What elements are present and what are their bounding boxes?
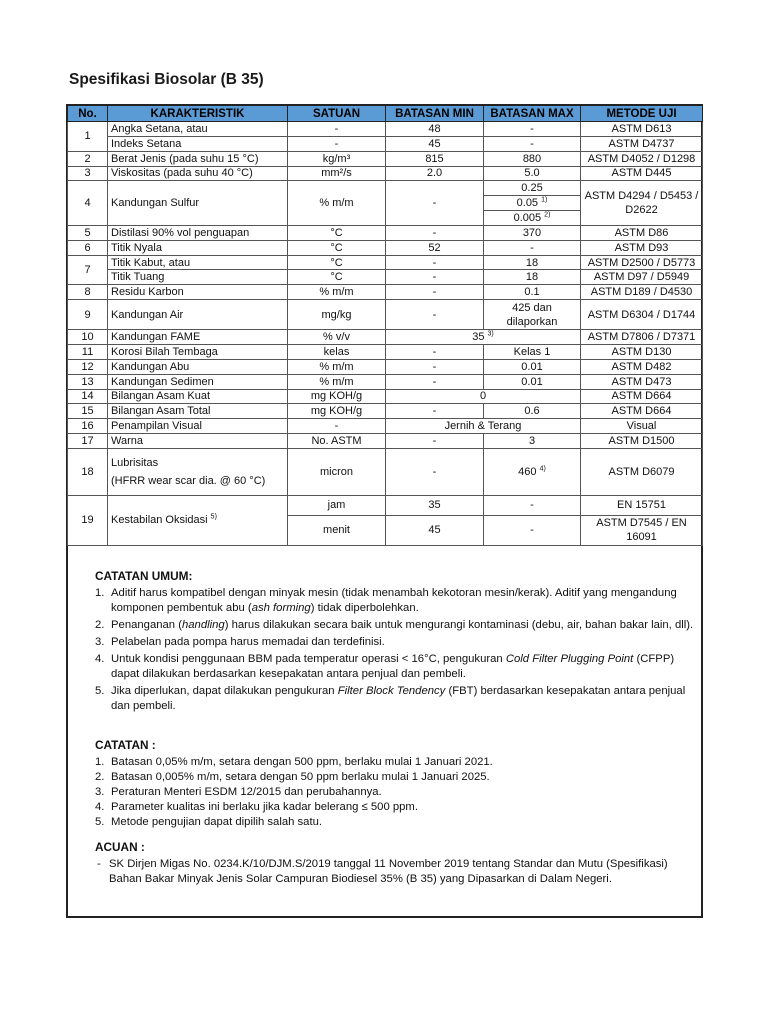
emphasis: Filter Block Tendency [337,685,446,697]
notes [95,738,695,830]
test-method: ASTM D473 [581,374,703,389]
characteristic: Titik Tuang [108,270,288,285]
max-value: - [484,495,581,515]
emphasis: Cold Filter Plugging Point [505,653,634,665]
unit: % m/m [288,285,386,300]
references [95,840,695,887]
max-value: - [484,136,581,151]
text-segment: ) tidak diperbolehkan. [310,602,419,614]
table-header-row [68,106,703,122]
max-value: 880 [484,151,581,166]
notes-heading: CATATAN : [95,738,156,752]
row-number: 2 [68,151,108,166]
characteristic-line: Lubrisitas [111,456,159,469]
min-value: - [386,448,484,495]
list-item [95,618,695,633]
list-item [95,770,695,785]
row-number: 11 [68,344,108,359]
unit: - [288,419,386,434]
row-number: 8 [68,285,108,300]
max-value: 0.01 [484,359,581,374]
min-value: 35 [386,495,484,515]
min-value: 48 [386,122,484,137]
max-value [484,448,581,495]
test-method: ASTM D1500 [581,434,703,449]
min-value: - [386,300,484,330]
test-method: EN 15751 [581,495,703,515]
item-number: 3. [95,786,105,798]
table-row [68,359,703,374]
table-row [68,404,703,419]
header-batasan-min: BATASAN MIN [386,106,484,122]
list-item [95,815,695,830]
row-number: 5 [68,225,108,240]
test-method: ASTM D7806 / D7371 [581,330,703,345]
general-notes-heading: CATATAN UMUM: [95,569,193,583]
test-method: ASTM D2500 / D5773 [581,255,703,270]
unit: menit [288,515,386,545]
unit: % m/m [288,181,386,226]
test-method: ASTM D7545 / EN 16091 [581,515,703,545]
max-value [484,211,581,226]
characteristic-text: Kestabilan Oksidasi [111,514,208,527]
row-number: 17 [68,434,108,449]
header-satuan: SATUAN [288,106,386,122]
max-value: 370 [484,225,581,240]
table-row [68,389,703,404]
unit: - [288,122,386,137]
max-value: 0.25 [484,181,581,196]
characteristic: Penampilan Visual [108,419,288,434]
text-segment: (FBT) berdasarkan kesepakatan antara penjual dan pembeli. [111,685,686,712]
item-text: Batasan 0,005% m/m, setara dengan 50 ppm berlaku mulai 1 Januari 2025. [111,771,490,783]
min-value: - [386,344,484,359]
table-row [68,166,703,181]
min-value: 45 [386,136,484,151]
spec-table [67,105,703,546]
item-text [111,652,695,682]
footnote-ref: 1) [541,196,548,204]
table-row [68,225,703,240]
item-number: 1. [95,587,105,599]
list-item [95,785,695,800]
value-text: 35 [472,331,485,344]
list-item [95,684,695,714]
text-segment: ) harus dilakukan secara baik untuk mengurangi kontaminasi (debu, air, bahan bakar lain, dll). [224,619,694,631]
row-number: 13 [68,374,108,389]
list-item [95,635,695,650]
table-row [68,434,703,449]
min-value: - [386,434,484,449]
characteristic: Kandungan Sulfur [108,181,288,226]
test-method: ASTM D4294 / D5453 / D2622 [581,181,703,226]
test-method: ASTM D86 [581,225,703,240]
row-number: 18 [68,448,108,495]
min-value: - [386,181,484,226]
characteristic: Indeks Setana [108,136,288,151]
max-value: 5.0 [484,166,581,181]
row-number: 15 [68,404,108,419]
table-row [68,270,703,285]
text-segment: Aditif harus kompatibel dengan minyak mesin (tidak menambah kekotoran mesin/kerak). Aditif yang mengandung komponen pembentuk abu ( [111,587,677,614]
text-segment: (CFPP) dapat dilakukan berdasarkan kesepakatan antara penjual dan pembeli. [111,653,675,680]
table-row [68,151,703,166]
table-row [68,300,703,330]
characteristic: Bilangan Asam Total [108,404,288,419]
row-number: 19 [68,495,108,545]
max-value: 18 [484,270,581,285]
min-value: 2.0 [386,166,484,181]
table-row [68,374,703,389]
unit: °C [288,225,386,240]
max-value-text: 0.05 [516,197,539,210]
row-number: 6 [68,240,108,255]
max-value: 0.6 [484,404,581,419]
test-method: ASTM D664 [581,389,703,404]
item-text: Parameter kualitas ini berlaku jika kadar belerang ≤ 500 ppm. [111,801,418,813]
table-row [68,255,703,270]
text-segment: Penanganan ( [111,619,182,631]
unit: °C [288,255,386,270]
max-value: Kelas 1 [484,344,581,359]
unit: mg KOH/g [288,389,386,404]
text-segment: Untuk kondisi penggunaan BBM pada temperatur operasi < 16°C, pengukuran [111,653,506,665]
max-value: 0.01 [484,374,581,389]
general-notes [95,569,695,716]
table-row [68,122,703,137]
row-number: 14 [68,389,108,404]
value [386,330,581,345]
footnote-ref: 4) [539,465,546,473]
characteristic-line: (HFRR wear scar dia. @ 60 °C) [111,474,266,487]
test-method: ASTM D130 [581,344,703,359]
item-text: Peraturan Menteri ESDM 12/2015 dan perubahannya. [111,786,382,798]
footnote-ref: 2) [544,211,551,219]
min-value: - [386,285,484,300]
characteristic: Bilangan Asam Kuat [108,389,288,404]
references-heading: ACUAN : [95,840,145,854]
item-number: 2. [95,619,105,631]
row-number: 9 [68,300,108,330]
table-row [68,285,703,300]
table-row [68,181,703,196]
characteristic: Kandungan Sedimen [108,374,288,389]
item-number: 4. [95,801,105,813]
row-number: 1 [68,122,108,152]
footnote-ref: 5) [210,513,217,521]
characteristic: Kandungan Air [108,300,288,330]
test-method: ASTM D93 [581,240,703,255]
unit: jam [288,495,386,515]
min-value: - [386,404,484,419]
page-title: Spesifikasi Biosolar (B 35) [69,71,264,88]
item-number: 5. [95,816,105,828]
table-row [68,240,703,255]
table-row [68,330,703,345]
test-method: ASTM D613 [581,122,703,137]
min-value: - [386,374,484,389]
characteristic: Titik Nyala [108,240,288,255]
table-row [68,419,703,434]
max-value: 3 [484,434,581,449]
characteristic: Angka Setana, atau [108,122,288,137]
emphasis: handling [181,619,225,631]
row-number: 10 [68,330,108,345]
characteristic: Warna [108,434,288,449]
unit: mg/kg [288,300,386,330]
value: 0 [386,389,581,404]
characteristic: Residu Karbon [108,285,288,300]
max-value: - [484,240,581,255]
table-row [68,344,703,359]
value: Jernih & Terang [386,419,581,434]
test-method: Visual [581,419,703,434]
item-number: 5. [95,685,105,697]
item-bullet: - [97,858,101,870]
unit: - [288,136,386,151]
list-item [95,586,695,616]
test-method: ASTM D189 / D4530 [581,285,703,300]
row-number: 7 [68,255,108,285]
min-value: 815 [386,151,484,166]
item-text [111,618,695,633]
test-method: ASTM D6079 [581,448,703,495]
test-method: ASTM D4052 / D1298 [581,151,703,166]
unit: % m/m [288,359,386,374]
row-number: 12 [68,359,108,374]
text-segment: Pelabelan pada pompa harus memadai dan terdefinisi. [111,636,385,648]
item-text: Batasan 0,05% m/m, setara dengan 500 ppm, berlaku mulai 1 Januari 2021. [111,756,493,768]
header-metode-uji: METODE UJI [581,106,703,122]
test-method: ASTM D482 [581,359,703,374]
characteristic: Titik Kabut, atau [108,255,288,270]
max-value: 0.1 [484,285,581,300]
characteristic: Korosi Bilah Tembaga [108,344,288,359]
min-value: - [386,359,484,374]
text-segment: Jika diperlukan, dapat dilakukan pengukuran [111,685,338,697]
unit: % v/v [288,330,386,345]
row-number: 3 [68,166,108,181]
test-method: ASTM D6304 / D1744 [581,300,703,330]
characteristic: Viskositas (pada suhu 40 °C) [108,166,288,181]
unit: mm²/s [288,166,386,181]
min-value: 45 [386,515,484,545]
characteristic: Kandungan FAME [108,330,288,345]
item-text [111,586,695,616]
unit: °C [288,240,386,255]
unit: % m/m [288,374,386,389]
list-item [95,800,695,815]
unit: mg KOH/g [288,404,386,419]
item-number: 2. [95,771,105,783]
item-text: Metode pengujian dapat dipilih salah satu. [111,816,323,828]
unit: kg/m³ [288,151,386,166]
header-karakteristik: KARAKTERISTIK [108,106,288,122]
table-row [68,136,703,151]
max-value: - [484,515,581,545]
table-row [68,495,703,515]
item-number: 4. [95,653,105,665]
max-value [484,196,581,211]
max-value: 425 dan dilaporkan [484,300,581,330]
min-value: - [386,270,484,285]
min-value: - [386,255,484,270]
characteristic: Berat Jenis (pada suhu 15 °C) [108,151,288,166]
item-text [111,684,695,714]
unit: °C [288,270,386,285]
table-row [68,448,703,495]
list-item [95,857,695,887]
footnote-ref: 3) [487,330,494,338]
min-value: - [386,225,484,240]
row-number: 16 [68,419,108,434]
test-method: ASTM D97 / D5949 [581,270,703,285]
min-value: 52 [386,240,484,255]
item-text [111,635,695,650]
item-number: 3. [95,636,105,648]
unit: kelas [288,344,386,359]
test-method: ASTM D4737 [581,136,703,151]
max-value: 18 [484,255,581,270]
item-number: 1. [95,756,105,768]
max-value-text: 0.005 [513,211,542,224]
max-value-text: 460 [518,465,537,478]
emphasis: ash forming [251,602,311,614]
item-text: SK Dirjen Migas No. 0234.K/10/DJM.S/2019 tanggal 11 November 2019 tentang Standar dan Mutu (Spesifikasi) Bahan Bakar Minyak Jenis Solar Campuran Biodiesel 35% (B 35) yang Dipasarkan di Dalam Negeri. [109,858,668,885]
header-no: No. [68,106,108,122]
test-method: ASTM D445 [581,166,703,181]
list-item [95,755,695,770]
characteristic: Kandungan Abu [108,359,288,374]
unit: No. ASTM [288,434,386,449]
list-item [95,652,695,682]
row-number: 4 [68,181,108,226]
characteristic [108,448,288,495]
characteristic [108,495,288,545]
unit: micron [288,448,386,495]
test-method: ASTM D664 [581,404,703,419]
header-batasan-max: BATASAN MAX [484,106,581,122]
characteristic: Distilasi 90% vol penguapan [108,225,288,240]
max-value: - [484,122,581,137]
